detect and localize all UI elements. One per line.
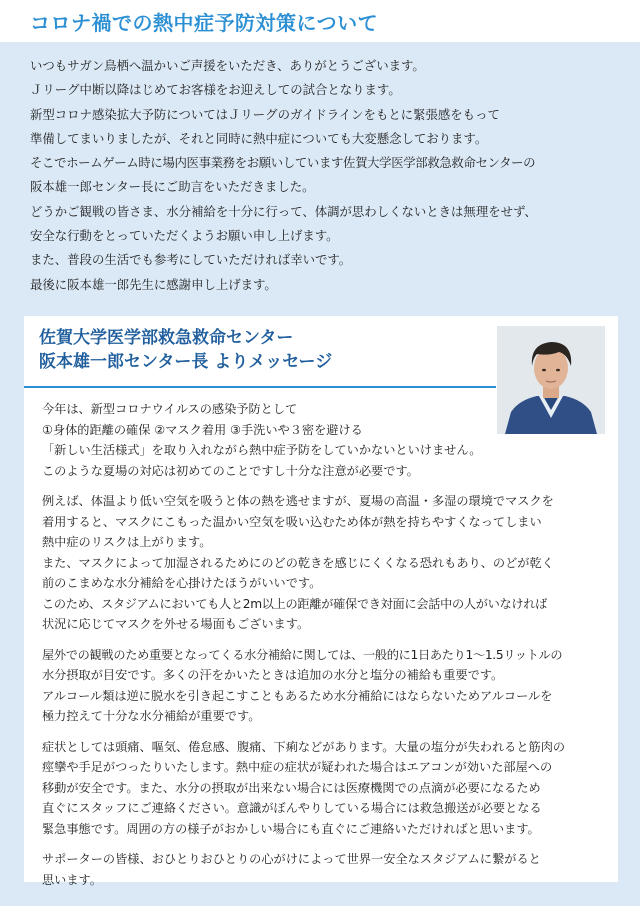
- message-line: 直ぐにスタッフにご連絡ください。意識がぼんやりしている場合には救急搬送が必要となる: [42, 801, 542, 815]
- card-heading-line: 佐賀大学医学部救急救命センター: [39, 328, 294, 348]
- intro-line: 安全な行動をとっていただくようお願い申し上げます。: [30, 228, 339, 244]
- page-title: コロナ禍での熱中症予防対策について: [30, 11, 379, 35]
- intro-line: そこでホームゲーム時に場内医事業務をお願いしています佐賀大学医学部救急救命センターの: [30, 155, 536, 171]
- message-line: 症状としては頭痛、嘔気、倦怠感、腹痛、下痢などがあります。大量の塩分が失われると筋肉の: [42, 739, 566, 754]
- message-paragraph: [42, 737, 612, 840]
- message-line: 例えば、体温より低い空気を吸うと体の熱を逃せますが、夏場の高温・多湿の環境でマスクを: [42, 494, 554, 508]
- heading-divider: [24, 386, 496, 388]
- message-line: このような夏場の対応は初めてのことですし十分な注意が必要です。: [42, 463, 419, 478]
- message-paragraph: [42, 849, 612, 890]
- intro-line: 新型コロナ感染拡大予防についてはＪリーグのガイドラインをもとに緊張感をもって: [30, 106, 500, 122]
- message-card: [24, 316, 618, 887]
- message-line: 状況に応じてマスクを外せる場面もございます。: [42, 617, 310, 631]
- intro-line: 準備してまいりましたが、それと同時に熱中症についても大変懸念しております。: [30, 130, 488, 146]
- message-line: 痙攣や手足がつったりいたします。熱中症の症状が疑われた場合はエアコンが効いた部屋への: [42, 760, 553, 774]
- intro-text: [30, 54, 620, 297]
- message-line: 前のこまめな水分補給を心掛けたほうがいいです。: [42, 576, 322, 590]
- message-line: 熱中症のリスクは上がります。: [42, 535, 212, 549]
- message-line: ①身体的距離の確保 ②マスク着用 ③手洗いや３密を避ける: [42, 422, 363, 437]
- card-heading-line: 阪本雄一郎センター長 よりメッセージ: [39, 352, 333, 372]
- intro-line: また、普段の生活でも参考にしていただければ幸いです。: [30, 252, 352, 268]
- intro-line: いつもサガン鳥栖へ温かいご声援をいただき、ありがとうございます。: [30, 58, 425, 73]
- card-heading: [39, 326, 332, 374]
- message-paragraph: [42, 399, 612, 481]
- message-line: 今年は、新型コロナウイルスの感染予防として: [42, 402, 298, 416]
- intro-line: Ｊリーグ中断以降はじめてお客様をお迎えしての試合となります。: [30, 82, 401, 98]
- message-line: 極力控えて十分な水分補給が重要です。: [42, 709, 261, 723]
- title-bar: [0, 0, 640, 42]
- message-body: [42, 399, 612, 900]
- message-line: また、マスクによって加湿されるためにのどの乾きを感じにくくなる恐れもあり、のどが乾く: [42, 555, 554, 570]
- message-line: 「新しい生活様式」を取り入れながら熱中症予防をしていかないといけません。: [42, 443, 482, 457]
- message-line: 着用すると、マスクにこもった温かい空気を吸い込むため体が熱を持ちやすくなってしまい: [42, 514, 542, 529]
- message-line: アルコール類は逆に脱水を引き起こすこともあるため水分補給にはならないためアルコールを: [42, 688, 553, 703]
- message-line: サポーターの皆様、おひとりおひとりの心がけによって世界一安全なスタジアムに繋がると: [42, 852, 541, 866]
- message-line: このため、スタジアムにおいても人と2m以上の距離が確保でき対面に会話中の人がいなければ: [42, 596, 548, 611]
- intro-line: 最後に阪本雄一郎先生に感謝申し上げます。: [30, 276, 277, 292]
- message-paragraph: [42, 645, 612, 727]
- message-paragraph: [42, 491, 612, 635]
- message-line: 屋外での観戦のため重要となってくる水分補給に関しては、一般的に1日あたり1～1.5リットルの: [42, 647, 563, 662]
- message-line: 思います。: [42, 872, 102, 887]
- intro-line: 阪本雄一郎センター長にご助言をいただきました。: [30, 179, 315, 195]
- message-line: 水分摂取が目安です。多くの汗をかいたときは追加の水分と塩分の補給も重要です。: [42, 668, 504, 682]
- intro-line: どうかご観戦の皆さま、水分補給を十分に行って、体調が思わしくないときは無理をせず、: [30, 203, 537, 219]
- message-line: 移動が安全です。また、水分の摂取が出来ない場合には医療機関での点滴が必要になるため: [42, 780, 541, 795]
- message-line: 緊急事態です。周囲の方の様子がおかしい場合にも直ぐにご連絡いただければと思います。: [42, 821, 540, 836]
